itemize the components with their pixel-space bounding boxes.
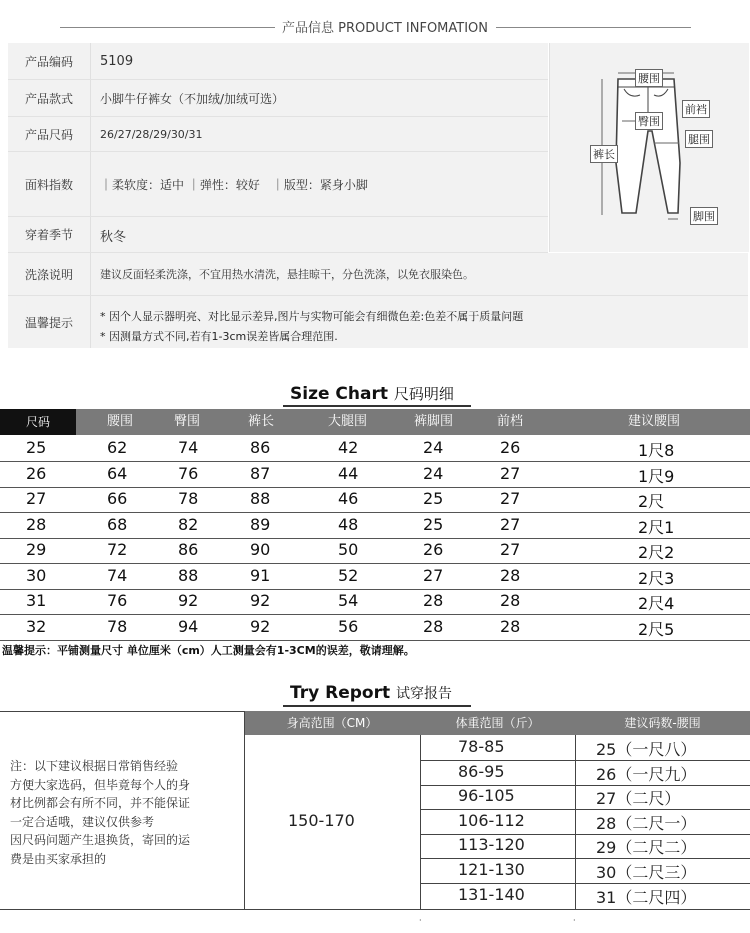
size-row: [0, 564, 750, 590]
suggested-size: 28（二尺一）: [596, 813, 697, 833]
cell-thigh: 42: [338, 438, 359, 457]
col-size: 尺码: [0, 409, 76, 435]
cell-front-rise: 27: [500, 489, 521, 508]
info-value: 26/27/28/29/30/31: [100, 127, 203, 141]
info-row-washing: [8, 253, 748, 296]
size-row: [0, 462, 750, 488]
try-report-title-underline: [283, 705, 471, 707]
info-label: 洗涤说明: [8, 253, 91, 295]
cell-front-rise: 28: [500, 616, 521, 636]
cell-thigh: 48: [338, 514, 359, 534]
cell-waist: 76: [107, 591, 128, 610]
size-row: [0, 615, 750, 641]
info-row-tips: [8, 296, 748, 348]
col-length: 裤长: [248, 414, 275, 429]
size-row: [0, 589, 750, 615]
cell-suggested-waist: 1尺9: [638, 466, 675, 486]
cell-hem: 25: [423, 489, 444, 508]
label-length: 裤长: [590, 145, 618, 163]
cell-front-rise: 26: [500, 438, 521, 457]
cell-length: 89: [250, 514, 271, 534]
col-hip: 臀围: [174, 414, 201, 429]
suggested-size: 26（一尺九）: [596, 764, 697, 784]
cell-front-rise: 27: [500, 463, 521, 483]
cell-length: 92: [250, 591, 271, 610]
cell-front-rise: 28: [500, 591, 521, 610]
cell-waist: 68: [107, 514, 128, 534]
suggested-size: 29（二尺二）: [596, 838, 697, 858]
info-label: 面料指数: [8, 152, 91, 216]
suggested-size: 31（二尺四）: [596, 887, 697, 907]
cell-waist: 62: [107, 438, 128, 457]
cell-waist: 74: [107, 565, 128, 585]
cell-hip: 86: [178, 540, 199, 559]
tr-head-height: 身高范围（CM）: [244, 711, 420, 735]
cell-front-rise: 28: [500, 565, 521, 585]
cell-hip: 92: [178, 591, 199, 610]
weight-range: 113-120: [458, 835, 525, 855]
size-chart-header: [0, 409, 750, 435]
cell-suggested-waist: 2尺2: [638, 543, 675, 562]
info-value: 小脚牛仔裤女（不加绒/加绒可选）: [100, 91, 285, 106]
tr-head-weight: 体重范围（斤）: [420, 711, 575, 735]
weight-range: 121-130: [458, 860, 525, 879]
cell-length: 90: [250, 540, 271, 559]
info-row-fabric: [8, 152, 548, 217]
try-report-title: [290, 683, 452, 703]
weight-range: 131-140: [458, 884, 525, 904]
cell-thigh: 46: [338, 489, 359, 508]
label-hem: 脚围: [690, 207, 718, 225]
cell-size: 25: [26, 438, 47, 457]
cell-suggested-waist: 2尺: [638, 492, 665, 511]
info-label: 穿着季节: [8, 217, 91, 252]
col-suggested-waist: 建议腰围: [628, 414, 681, 429]
cell-hip: 82: [178, 514, 199, 534]
header-line-right: [496, 27, 691, 28]
tr-divider: [244, 711, 245, 909]
cell-hip: 76: [178, 463, 199, 483]
cell-thigh: 56: [338, 616, 359, 636]
size-row: [0, 436, 750, 462]
cell-thigh: 52: [338, 565, 359, 585]
size-chart-title: [290, 383, 454, 404]
suggested-size: 27（二尺）: [596, 789, 681, 809]
tr-head-blank: [0, 711, 244, 736]
info-value: 建议反面轻柔洗涤，不宜用热水清洗，悬挂晾干，分色洗涤，以免衣服染色。: [100, 268, 474, 281]
cell-length: 91: [250, 565, 271, 585]
cell-suggested-waist: 1尺8: [638, 441, 675, 460]
note-line: 注：以下建议根据日常销售经验: [10, 759, 179, 773]
label-waist: 腰围: [635, 69, 663, 87]
cell-thigh: 44: [338, 463, 359, 483]
cell-length: 92: [250, 616, 271, 636]
try-report-table: [0, 711, 750, 909]
cell-hem: 24: [423, 463, 444, 483]
cell-waist: 66: [107, 489, 128, 508]
cell-hip: 88: [178, 565, 199, 585]
size-row: [0, 538, 750, 564]
cell-length: 88: [250, 489, 271, 508]
info-label: 温馨提示: [8, 296, 91, 348]
cell-size: 28: [26, 514, 47, 534]
cell-size: 27: [26, 489, 47, 508]
weight-range: 86-95: [458, 761, 505, 781]
info-row-style: [8, 80, 548, 117]
col-thigh: 大腿围: [328, 414, 368, 429]
try-report-note: [10, 757, 190, 868]
note-line: 因尺码问题产生退换货，寄回的运: [10, 833, 191, 847]
cell-suggested-waist: 2尺3: [638, 568, 675, 588]
label-hip: 臀围: [635, 112, 663, 130]
weight-range: 106-112: [458, 810, 525, 830]
cell-size: 29: [26, 540, 47, 559]
cell-size: 30: [26, 565, 47, 585]
dot-marker: ·: [573, 916, 576, 925]
cell-hip: 94: [178, 616, 199, 636]
info-row-sizes: [8, 117, 548, 152]
cell-size: 31: [26, 591, 47, 610]
size-row: [0, 513, 750, 539]
cell-length: 87: [250, 463, 271, 483]
weight-range: 96-105: [458, 786, 515, 806]
cell-size: 26: [26, 463, 47, 483]
cell-length: 86: [250, 438, 271, 457]
dot-marker: ·: [419, 916, 422, 925]
size-chart-title-underline: [283, 405, 471, 407]
info-value: 5109: [100, 53, 134, 69]
info-value: ｜柔软度：适中 ｜弹性：较好 ｜版型：紧身小脚: [100, 177, 368, 192]
size-chart-title-en: Size Chart: [290, 384, 388, 404]
section-title-product-info: 产品信息 PRODUCT INFOMATION: [282, 21, 489, 36]
weight-range: 78-85: [458, 737, 505, 756]
tip-line-1: * 因个人显示器明亮、对比显示差异,图片与实物可能会有细微色差:色差不属于质量问题: [100, 310, 524, 323]
cell-waist: 78: [107, 616, 128, 636]
try-report-title-cn: 试穿报告: [396, 686, 453, 702]
tip-line-2: * 因测量方式不同,若有1-3cm误差皆属合理范围.: [100, 330, 338, 343]
info-row-season: [8, 217, 548, 253]
label-front-rise: 前裆: [682, 100, 710, 118]
col-hem: 裤脚围: [414, 414, 454, 429]
cell-hem: 24: [423, 438, 444, 457]
cell-thigh: 50: [338, 540, 359, 559]
info-label: 产品款式: [8, 80, 91, 116]
cell-thigh: 54: [338, 591, 359, 610]
size-chart-title-cn: 尺码明细: [393, 385, 454, 403]
pants-diagram-panel: [549, 43, 749, 252]
note-line: 一定合适哦，建议仅供参考: [10, 814, 155, 829]
col-waist: 腰围: [107, 414, 134, 429]
note-line: 材比例都会有所不同，并不能保证: [10, 796, 191, 810]
cell-suggested-waist: 2尺4: [638, 594, 675, 613]
cell-hem: 27: [423, 565, 444, 585]
note-line: 方便大家选码，但毕竟每个人的身: [10, 777, 191, 792]
info-value: 秋冬: [100, 230, 127, 245]
cell-hem: 26: [423, 540, 444, 559]
cell-hem: 28: [423, 616, 444, 636]
size-chart-note: 温馨提示：平铺测量尺寸 单位厘米（cm）人工测量会有1-3CM的误差，敬请理解。: [2, 644, 415, 657]
cell-waist: 64: [107, 463, 128, 483]
try-report-title-en: Try Report: [290, 683, 391, 703]
tr-divider: [0, 909, 750, 910]
cell-front-rise: 27: [500, 514, 521, 534]
cell-size: 32: [26, 616, 47, 636]
info-label: 产品尺码: [8, 117, 91, 151]
cell-hem: 25: [423, 514, 444, 534]
cell-suggested-waist: 2尺1: [638, 517, 675, 537]
cell-waist: 72: [107, 540, 128, 559]
label-thigh: 腿围: [685, 130, 713, 148]
info-label: 产品编码: [8, 43, 91, 79]
tr-head-size: 建议码数-腰围: [575, 711, 750, 735]
cell-hem: 28: [423, 591, 444, 610]
note-line: 费是由买家承担的: [10, 851, 107, 866]
info-row-code: [8, 43, 548, 80]
header-line-left: [60, 27, 275, 28]
suggested-size: 30（二尺三）: [596, 863, 697, 882]
cell-front-rise: 27: [500, 540, 521, 559]
product-info-table: [8, 43, 748, 348]
cell-suggested-waist: 2尺5: [638, 619, 675, 639]
size-row: [0, 487, 750, 513]
cell-hip: 78: [178, 489, 199, 508]
suggested-size: 25（一尺八）: [596, 740, 697, 759]
col-front-rise: 前档: [497, 414, 524, 429]
cell-hip: 74: [178, 438, 199, 457]
height-range: 150-170: [288, 811, 355, 830]
